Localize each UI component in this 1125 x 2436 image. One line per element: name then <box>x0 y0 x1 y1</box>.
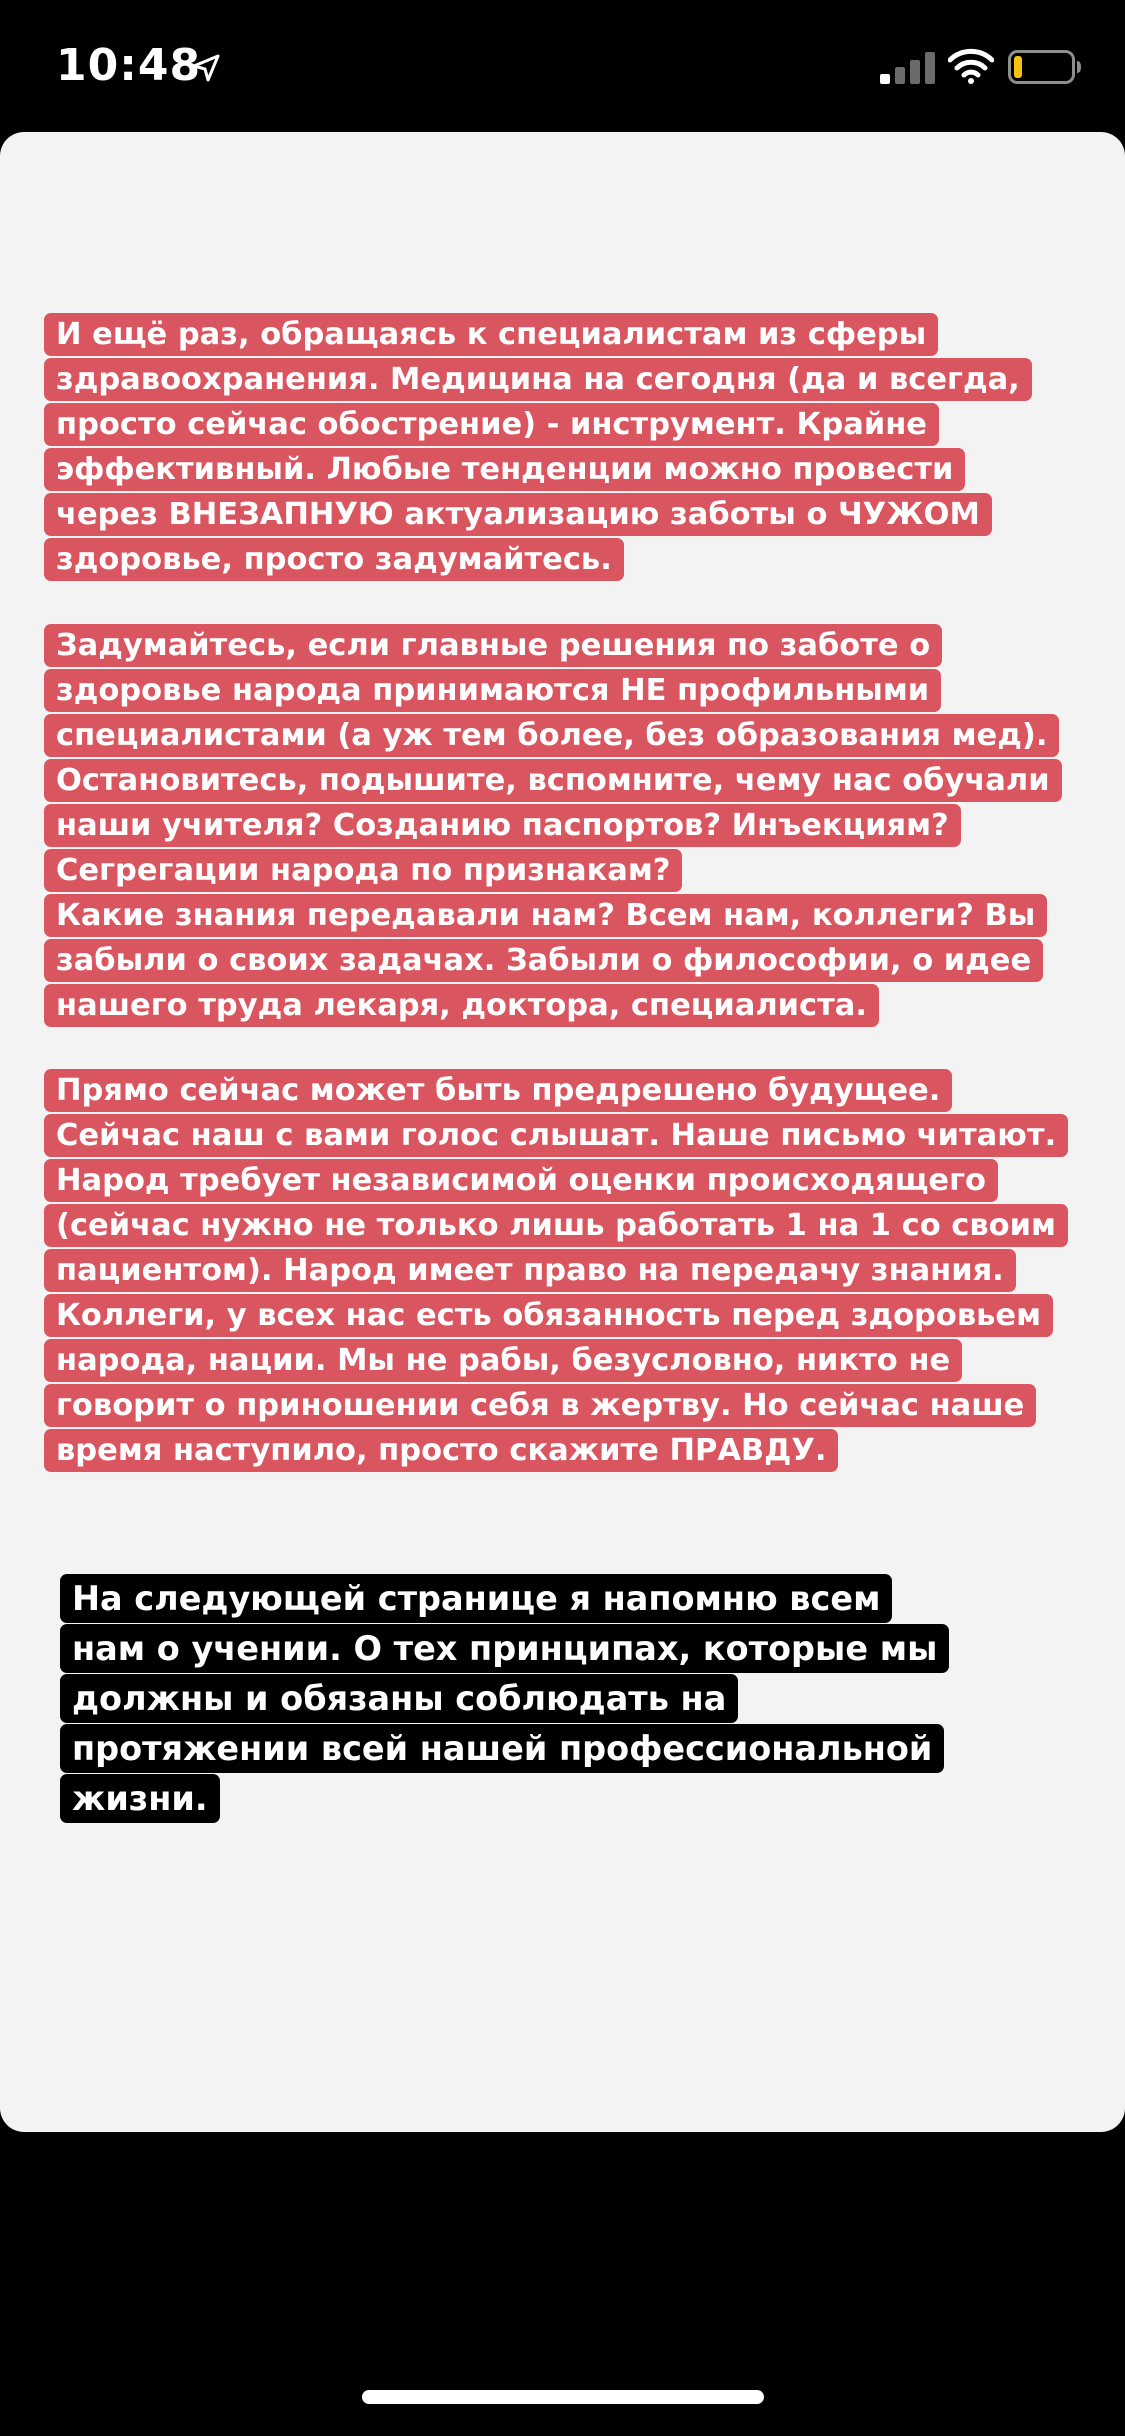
story-text-line: забыли о своих задачах. Забыли о философии, о идее <box>44 939 1043 982</box>
story-text-line: время наступило, просто скажите ПРАВДУ. <box>44 1429 838 1472</box>
story-text-line: наши учителя? Созданию паспортов? Инъекциям? <box>44 804 961 847</box>
story-text-line: эффективный. Любые тенденции можно провести <box>44 448 965 491</box>
story-text-line: Коллеги, у всех нас есть обязанность перед здоровьем <box>44 1294 1053 1337</box>
story-text-line: Сейчас наш с вами голос слышат. Наше письмо читают. <box>44 1114 1068 1157</box>
story-text-line: протяжении всей нашей профессиональной <box>60 1724 944 1773</box>
story-text-line: здоровье народа принимаются НЕ профильными <box>44 669 941 712</box>
story-text-line: Задумайтесь, если главные решения по заботе о <box>44 624 942 667</box>
story-text-block-1 <box>44 312 1104 582</box>
home-indicator[interactable] <box>362 2390 764 2404</box>
story-text-line: жизни. <box>60 1774 220 1823</box>
story-text-line: здоровье, просто задумайтесь. <box>44 538 624 581</box>
location-arrow-icon <box>190 52 222 84</box>
story-text-line: Народ требует независимой оценки происходящего <box>44 1159 998 1202</box>
story-text-line: пациентом). Народ имеет право на передачу знания. <box>44 1249 1016 1292</box>
story-text-line: специалистами (а уж тем более, без образования мед). <box>44 714 1059 757</box>
story-text-line: должны и обязаны соблюдать на <box>60 1674 738 1723</box>
story-text-block-2 <box>44 623 1104 1028</box>
story-text-line: народа, нации. Мы не рабы, безусловно, никто не <box>44 1339 962 1382</box>
story-text-line: нашего труда лекаря, доктора, специалиста. <box>44 984 879 1027</box>
story-text-line: говорит о приношении себя в жертву. Но сейчас наше <box>44 1384 1036 1427</box>
status-time: 10:48 <box>56 40 202 91</box>
status-bar <box>0 0 1125 132</box>
story-card[interactable] <box>0 132 1125 2132</box>
story-text-line: нам о учении. О тех принципах, которые мы <box>60 1624 949 1673</box>
story-text-line: здравоохранения. Медицина на сегодня (да и всегда, <box>44 358 1032 401</box>
story-text-line: Сегрегации народа по признакам? <box>44 849 682 892</box>
story-text-block-3 <box>44 1068 1104 1473</box>
story-text-block-4 <box>60 1574 1080 1824</box>
story-text-line: Какие знания передавали нам? Всем нам, коллеги? Вы <box>44 894 1047 937</box>
story-text-line: через ВНЕЗАПНУЮ актуализацию заботы о ЧУЖОМ <box>44 493 992 536</box>
story-text-line: И ещё раз, обращаясь к специалистам из сферы <box>44 313 938 356</box>
story-text-line: На следующей странице я напомню всем <box>60 1574 892 1623</box>
cellular-signal-icon <box>880 52 936 84</box>
story-text-line: просто сейчас обострение) - инструмент. Крайне <box>44 403 939 446</box>
wifi-icon <box>948 48 994 84</box>
battery-low-icon <box>1008 50 1082 84</box>
story-text-line: Остановитесь, подышите, вспомните, чему нас обучали <box>44 759 1062 802</box>
story-text-line: Прямо сейчас может быть предрешено будущее. <box>44 1069 952 1112</box>
story-text-line: (сейчас нужно не только лишь работать 1 на 1 со своим <box>44 1204 1068 1247</box>
